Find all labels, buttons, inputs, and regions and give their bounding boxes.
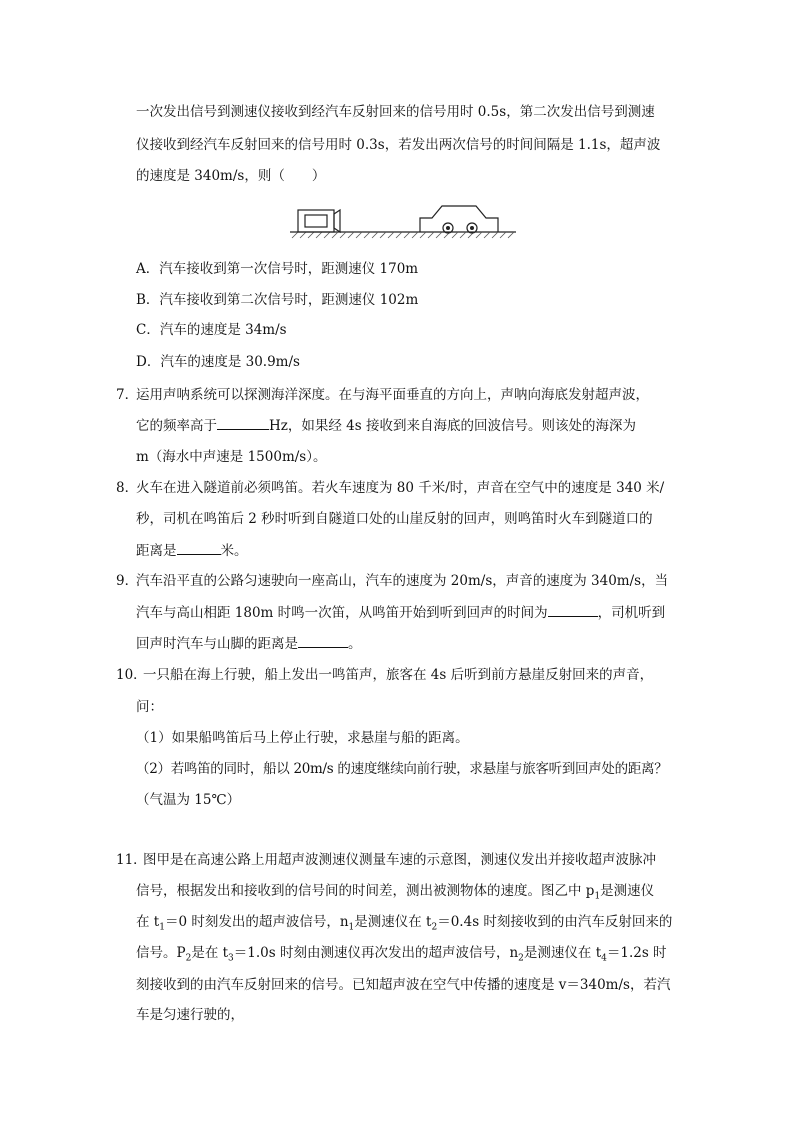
q6-option-b: B．汽车接收到第二次信号时，距测速仪 102m — [136, 292, 419, 308]
q11-l4-e: ＝1.2s 时 — [606, 945, 667, 961]
q11-sub-n1: 1 — [348, 922, 355, 933]
q10-number: 10． — [116, 667, 147, 683]
ground-hatching — [292, 232, 514, 238]
q11-text-line-3 — [136, 912, 672, 932]
q10-subquestion-2: （2）若鸣笛的同时，船以 20m/s 的速度继续向前行驶，求悬崖与旅客听到回声处的距离？ — [136, 761, 668, 777]
q9-text-line-3b: 。 — [348, 636, 362, 652]
q11-sub-t4: 4 — [601, 953, 607, 964]
q11-sub-p1: 1 — [594, 891, 601, 902]
q7-number: 7． — [116, 387, 139, 403]
q11-l3-a: 在 t — [136, 914, 160, 930]
q11-text-line-5: 刻接收到的由汽车反射回来的信号。已知超声波在空气中传播的速度是 v＝340m/s，若汽 — [136, 977, 671, 993]
q11-text-line-2-main: 信号，根据发出和接收到的信号间的时间差，测出被测物体的速度。图乙中 p — [136, 883, 595, 899]
q9-answer-blank-2[interactable] — [298, 633, 348, 648]
q10-text-line-2: 问： — [136, 699, 163, 715]
q11-sub-t1: 1 — [159, 922, 165, 933]
car-icon — [420, 206, 498, 233]
q7-answer-blank-1[interactable] — [217, 415, 269, 430]
q11-text-line-6: 车是匀速行驶的， — [136, 1007, 244, 1023]
q6-text-line-1: 一次发出信号到测速仪接收到经汽车反射回来的信号用时 0.5s，第二次发出信号到测速 — [136, 104, 655, 120]
q6-text-line-3: 的速度是 340m/s，则（ ） — [136, 168, 326, 184]
q8-text-line-3b: 米。 — [220, 543, 248, 559]
q9-text-line-2a: 汽车与高山相距 180m 时鸣一次笛，从鸣笛开始到听到回声的时间为 — [136, 605, 548, 621]
q11-number: 11． — [116, 852, 147, 868]
q9-answer-blank-1[interactable] — [548, 602, 598, 617]
q7-text-line-2b: Hz，如果经 4s 接收到来自海底的回波信号。则该处的海深为 — [269, 418, 636, 434]
q11-text-line-2-end: 是测速仪 — [600, 883, 655, 899]
q11-l4-c: ＝1.0s 时刻由测速仪再次发出的超声波信号，n — [233, 945, 519, 961]
q6-text-line-2: 仪接收到经汽车反射回来的信号用时 0.3s，若发出两次信号的时间间隔是 1.1s，超声波 — [136, 137, 661, 153]
q11-sub-n2: 2 — [518, 953, 524, 964]
q7-text-line-1: 运用声呐系统可以探测海洋深度。在与海平面垂直的方向上，声呐向海底发射超声波， — [136, 387, 649, 403]
q8-text-line-3 — [136, 540, 248, 561]
q9-text-line-2 — [136, 602, 665, 623]
q7-text-line-3: m（海水中声速是 1500m/s）。 — [136, 449, 327, 465]
q7-text-line-2 — [136, 415, 636, 436]
q11-sub-p2: 2 — [185, 953, 192, 964]
q9-text-line-3a: 回声时汽车与山脚的距离是 — [136, 636, 298, 652]
q10-subquestion-1: （1）如果船鸣笛后马上停止行驶，求悬崖与船的距离。 — [136, 730, 469, 746]
q8-text-line-3a: 距离是 — [136, 543, 177, 559]
q11-text-line-2 — [136, 881, 654, 901]
q6-option-a: A．汽车接收到第一次信号时，距测速仪 170m — [136, 261, 419, 277]
q11-sub-t3: 3 — [228, 953, 234, 964]
speed-meter-device — [298, 210, 340, 232]
q7-text-line-2a: 它的频率高于 — [136, 418, 217, 434]
q8-text-line-1: 火车在进入隧道前必须鸣笛。若火车速度为 80 千米/时，声音在空气中的速度是 340 米/ — [136, 480, 665, 496]
q6-option-c: C．汽车的速度是 34m/s — [136, 322, 287, 338]
q11-l4-d: 是测速仪在 t — [523, 945, 602, 961]
q9-number: 9． — [116, 573, 139, 589]
q11-text-line-1: 图甲是在高速公路上用超声波测速仪测量车速的示意图，测速仪发出并接收超声波脉冲 — [143, 852, 656, 868]
q8-answer-blank[interactable] — [177, 540, 221, 555]
q11-text-line-4 — [136, 943, 667, 963]
q10-subquestion-3: （气温为 15℃） — [136, 792, 241, 808]
q11-l3-c: 是测速仪在 t — [354, 914, 432, 930]
q9-text-line-3 — [136, 633, 362, 654]
q11-sub-t2: 2 — [431, 922, 438, 933]
q11-l3-b: ＝0 时刻发出的超声波信号，n — [164, 914, 349, 930]
q11-l4-b: 是在 t — [191, 945, 229, 961]
q9-text-line-2b: ，司机听到 — [597, 605, 666, 621]
q11-l4-a: 信号。P — [136, 945, 186, 961]
speed-meter-car-figure — [288, 200, 518, 246]
q11-l3-d: ＝0.4s 时刻接收到的由汽车反射回来的 — [437, 914, 673, 930]
q10-text-line-1: 一只船在海上行驶，船上发出一鸣笛声，旅客在 4s 后听到前方悬崖反射回来的声音， — [143, 667, 654, 683]
q6-option-d: D．汽车的速度是 30.9m/s — [136, 354, 300, 370]
q8-text-line-2: 秒，司机在鸣笛后 2 秒时听到自隧道口处的山崖反射的回声，则鸣笛时火车到隧道口的 — [136, 511, 653, 527]
q9-text-line-1: 汽车沿平直的公路匀速驶向一座高山，汽车的速度为 20m/s，声音的速度为 340m/s，当 — [136, 573, 669, 589]
q8-number: 8． — [116, 480, 139, 496]
